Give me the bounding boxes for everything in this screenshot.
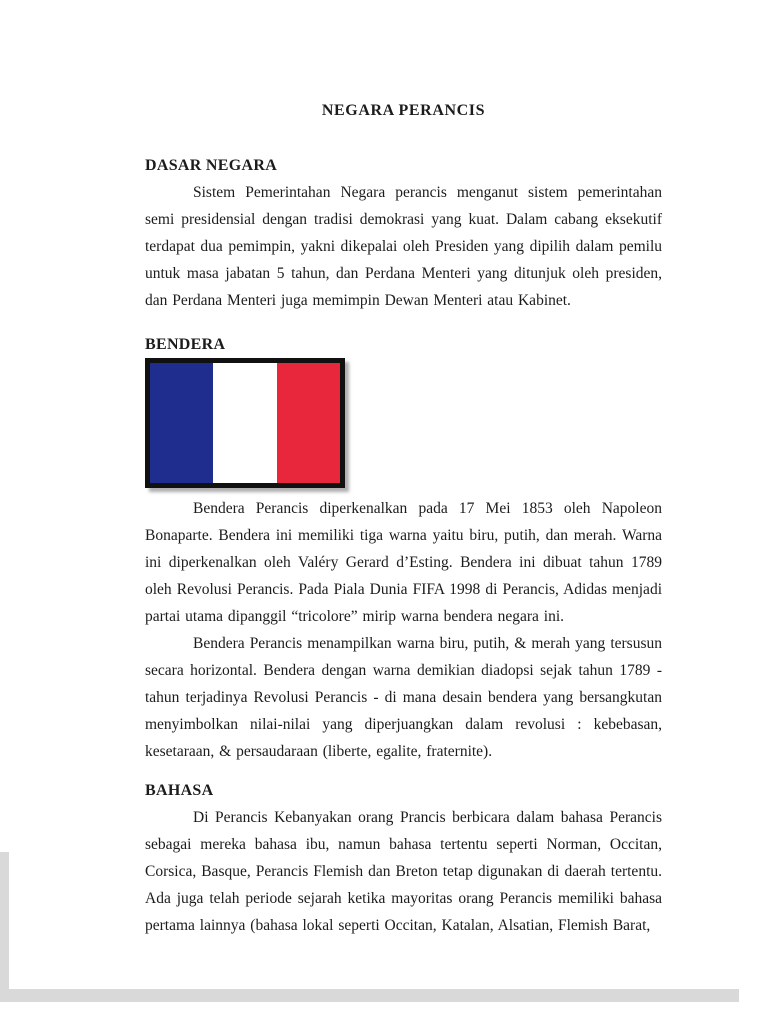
scan-edge-bottom [0,989,739,1002]
scan-edge-left [0,852,9,1002]
flag-stripe-white [213,363,276,483]
heading-bahasa: BAHASA [145,782,214,799]
paragraph-dasar-negara: Sistem Pemerintahan Negara perancis menganut sistem pemerintahan semi presidensial dengan tradisi demokrasi yang kuat. Dalam cabang eksekutif terdapat dua pemimpin, yakni dikepalai oleh Presiden yang dipilih dalam pemilu untuk masa jabatan 5 tahun, dan Perdana Menteri yang ditunjuk oleh presiden, dan Perdana Menteri juga memimpin Dewan Menteri atau Kabinet. [145,184,662,309]
paragraph-bendera-1: Bendera Perancis diperkenalkan pada 17 Mei 1853 oleh Napoleon Bonaparte. Bendera ini memiliki tiga warna yaitu biru, putih, dan merah. Warna ini diperkenalkan oleh Valéry Gerard d’Esting. Bendera ini dibuat tahun 1789 oleh Revolusi Perancis. Pada Piala Dunia FIFA 1998 di Perancis, Adidas menjadi partai utama dipanggil “tricolore” mirip warna bendera negara ini. [145,500,662,625]
french-flag-image [145,358,345,488]
heading-dasar-negara: DASAR NEGARA [145,157,278,174]
flag-stripe-blue [150,363,213,483]
paragraph-bahasa: Di Perancis Kebanyakan orang Prancis berbicara dalam bahasa Perancis sebagai mereka bahasa ibu, namun bahasa tertentu seperti Norman, Occitan, Corsica, Basque, Perancis Flemish dan Breton tetap digunakan di daerah tertentu. Ada juga telah periode sejarah ketika mayoritas orang Perancis memiliki bahasa pertama lainnya (bahasa lokal seperti Occitan, Katalan, Alsatian, Flemish Barat, [145,809,662,934]
flag-stripe-red [277,363,340,483]
heading-bendera: BENDERA [145,336,226,353]
page-title: NEGARA PERANCIS [321,102,486,119]
paragraph-bendera-2: Bendera Perancis menampilkan warna biru, putih, & merah yang tersusun secara horizontal. Bendera dengan warna demikian diadopsi sejak tahun 1789 - tahun terjadinya Revolusi Perancis - di mana desain bendera yang bersangkutan menyimbolkan nilai-nilai yang diperjuangkan dalam revolusi : kebebasan, kesetaraan, & persaudaraan (liberte, egalite, fraternite). [145,635,662,760]
document-content [145,0,662,939]
